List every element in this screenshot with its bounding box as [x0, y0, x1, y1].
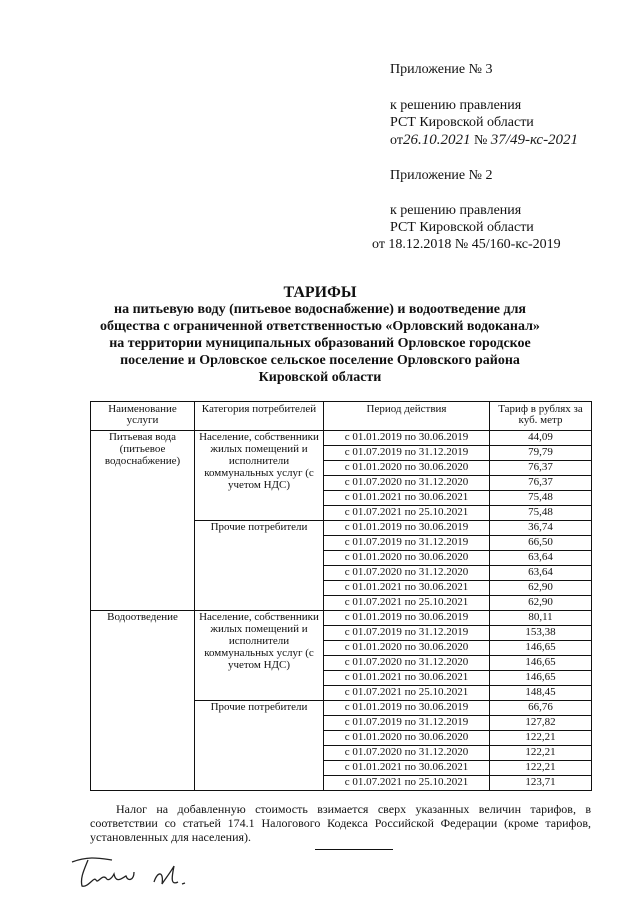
period-cell: с 01.01.2020 по 30.06.2020 [324, 731, 490, 746]
appendix-2-title: Приложение № 2 [390, 168, 493, 183]
title-main: ТАРИФЫ [283, 284, 357, 301]
header-period: Период действия [324, 402, 490, 431]
appendix-3-title: Приложение № 3 [390, 62, 493, 77]
table-row [91, 611, 592, 626]
tariff-value-cell: 127,82 [490, 716, 592, 731]
title-line4: поселение и Орловское сельское поселение Орловского района [120, 353, 520, 368]
consumer-category-cell: Население, собственники жилых помещений и исполнители коммунальных услуг (с учетом НДС) [195, 611, 324, 701]
tariff-value-cell: 76,37 [490, 476, 592, 491]
tariff-value-cell: 146,65 [490, 671, 592, 686]
appendix-3-date-line [390, 132, 578, 149]
period-cell: с 01.01.2019 по 30.06.2019 [324, 611, 490, 626]
tariff-value-cell: 148,45 [490, 686, 592, 701]
period-cell: с 01.07.2019 по 31.12.2019 [324, 626, 490, 641]
period-cell: с 01.01.2019 по 30.06.2019 [324, 521, 490, 536]
period-cell: с 01.01.2021 по 30.06.2021 [324, 491, 490, 506]
document-title [60, 284, 580, 386]
title-line1: на питьевую воду (питьевое водоснабжение) и водоотведение для [114, 302, 526, 317]
tariff-value-cell: 122,21 [490, 746, 592, 761]
tariff-value-cell: 62,90 [490, 596, 592, 611]
appendix-2-line2: РСТ Кировской области [390, 220, 534, 235]
tariff-value-cell: 122,21 [490, 731, 592, 746]
handwritten-signature [68, 852, 198, 892]
tariff-value-cell: 66,76 [490, 701, 592, 716]
separator-line [315, 849, 393, 850]
header-service: Наименование услуги [91, 402, 195, 431]
period-cell: с 01.01.2019 по 30.06.2019 [324, 431, 490, 446]
tariff-value-cell: 146,65 [490, 656, 592, 671]
period-cell: с 01.07.2021 по 25.10.2021 [324, 776, 490, 791]
appendix-3-line1: к решению правления [390, 98, 522, 113]
period-cell: с 01.01.2020 по 30.06.2020 [324, 641, 490, 656]
tariff-value-cell: 80,11 [490, 611, 592, 626]
header-category: Категория потребителей [195, 402, 324, 431]
tariff-value-cell: 76,37 [490, 461, 592, 476]
period-cell: с 01.01.2021 по 30.06.2021 [324, 761, 490, 776]
period-cell: с 01.01.2021 по 30.06.2021 [324, 671, 490, 686]
tariff-table-body [91, 431, 592, 791]
tariff-value-cell: 79,79 [490, 446, 592, 461]
tariff-value-cell: 123,71 [490, 776, 592, 791]
service-name-cell: Водоотведение [91, 611, 195, 791]
period-cell: с 01.07.2021 по 25.10.2021 [324, 596, 490, 611]
tariff-value-cell: 146,65 [490, 641, 592, 656]
appendix-3-from: от [390, 133, 403, 148]
period-cell: с 01.07.2020 по 31.12.2020 [324, 566, 490, 581]
period-cell: с 01.01.2020 по 30.06.2020 [324, 461, 490, 476]
table-header-row [91, 402, 592, 431]
period-cell: с 01.07.2019 по 31.12.2019 [324, 716, 490, 731]
table-row [91, 431, 592, 446]
consumer-category-cell: Прочие потребители [195, 701, 324, 791]
period-cell: с 01.01.2020 по 30.06.2020 [324, 551, 490, 566]
vat-note: Налог на добавленную стоимость взимается сверх указанных величин тарифов, в соответствии со статьей 174.1 Налогового Кодекса Российской Федерации (кроме тарифов, установленных для населения). [90, 802, 591, 844]
period-cell: с 01.07.2019 по 31.12.2019 [324, 536, 490, 551]
period-cell: с 01.01.2021 по 30.06.2021 [324, 581, 490, 596]
period-cell: с 01.07.2020 по 31.12.2020 [324, 746, 490, 761]
tariff-value-cell: 75,48 [490, 506, 592, 521]
tariff-value-cell: 122,21 [490, 761, 592, 776]
tariff-value-cell: 62,90 [490, 581, 592, 596]
period-cell: с 01.01.2019 по 30.06.2019 [324, 701, 490, 716]
title-line5: Кировской области [258, 370, 382, 385]
period-cell: с 01.07.2020 по 31.12.2020 [324, 656, 490, 671]
appendix-3-number-sign: № [473, 133, 488, 148]
tariff-value-cell: 75,48 [490, 491, 592, 506]
period-cell: с 01.07.2020 по 31.12.2020 [324, 476, 490, 491]
tariff-table [90, 401, 592, 791]
tariff-value-cell: 36,74 [490, 521, 592, 536]
service-name-cell: Питьевая вода (питьевое водоснабжение) [91, 431, 195, 611]
appendix-2-line3: от 18.12.2018 № 45/160-кс-2019 [372, 237, 561, 252]
tariff-value-cell: 63,64 [490, 566, 592, 581]
tariff-value-cell: 63,64 [490, 551, 592, 566]
period-cell: с 01.07.2019 по 31.12.2019 [324, 446, 490, 461]
title-line3: на территории муниципальных образований Орловское городское [109, 336, 531, 351]
consumer-category-cell: Прочие потребители [195, 521, 324, 611]
appendix-3-handwritten-number: 37/49-кс-2021 [490, 132, 579, 148]
header-tariff: Тариф в рублях за куб. метр [490, 402, 592, 431]
title-line2: общества с ограниченной ответственностью «Орловский водоканал» [100, 319, 540, 334]
appendix-2-line1: к решению правления [390, 203, 522, 218]
tariff-value-cell: 153,38 [490, 626, 592, 641]
tariff-value-cell: 66,50 [490, 536, 592, 551]
appendix-3-line2: РСТ Кировской области [390, 115, 534, 130]
appendix-3-handwritten-date: 26.10.2021 [402, 132, 471, 148]
period-cell: с 01.07.2021 по 25.10.2021 [324, 506, 490, 521]
consumer-category-cell: Население, собственники жилых помещений и исполнители коммунальных услуг (с учетом НДС) [195, 431, 324, 521]
tariff-value-cell: 44,09 [490, 431, 592, 446]
period-cell: с 01.07.2021 по 25.10.2021 [324, 686, 490, 701]
